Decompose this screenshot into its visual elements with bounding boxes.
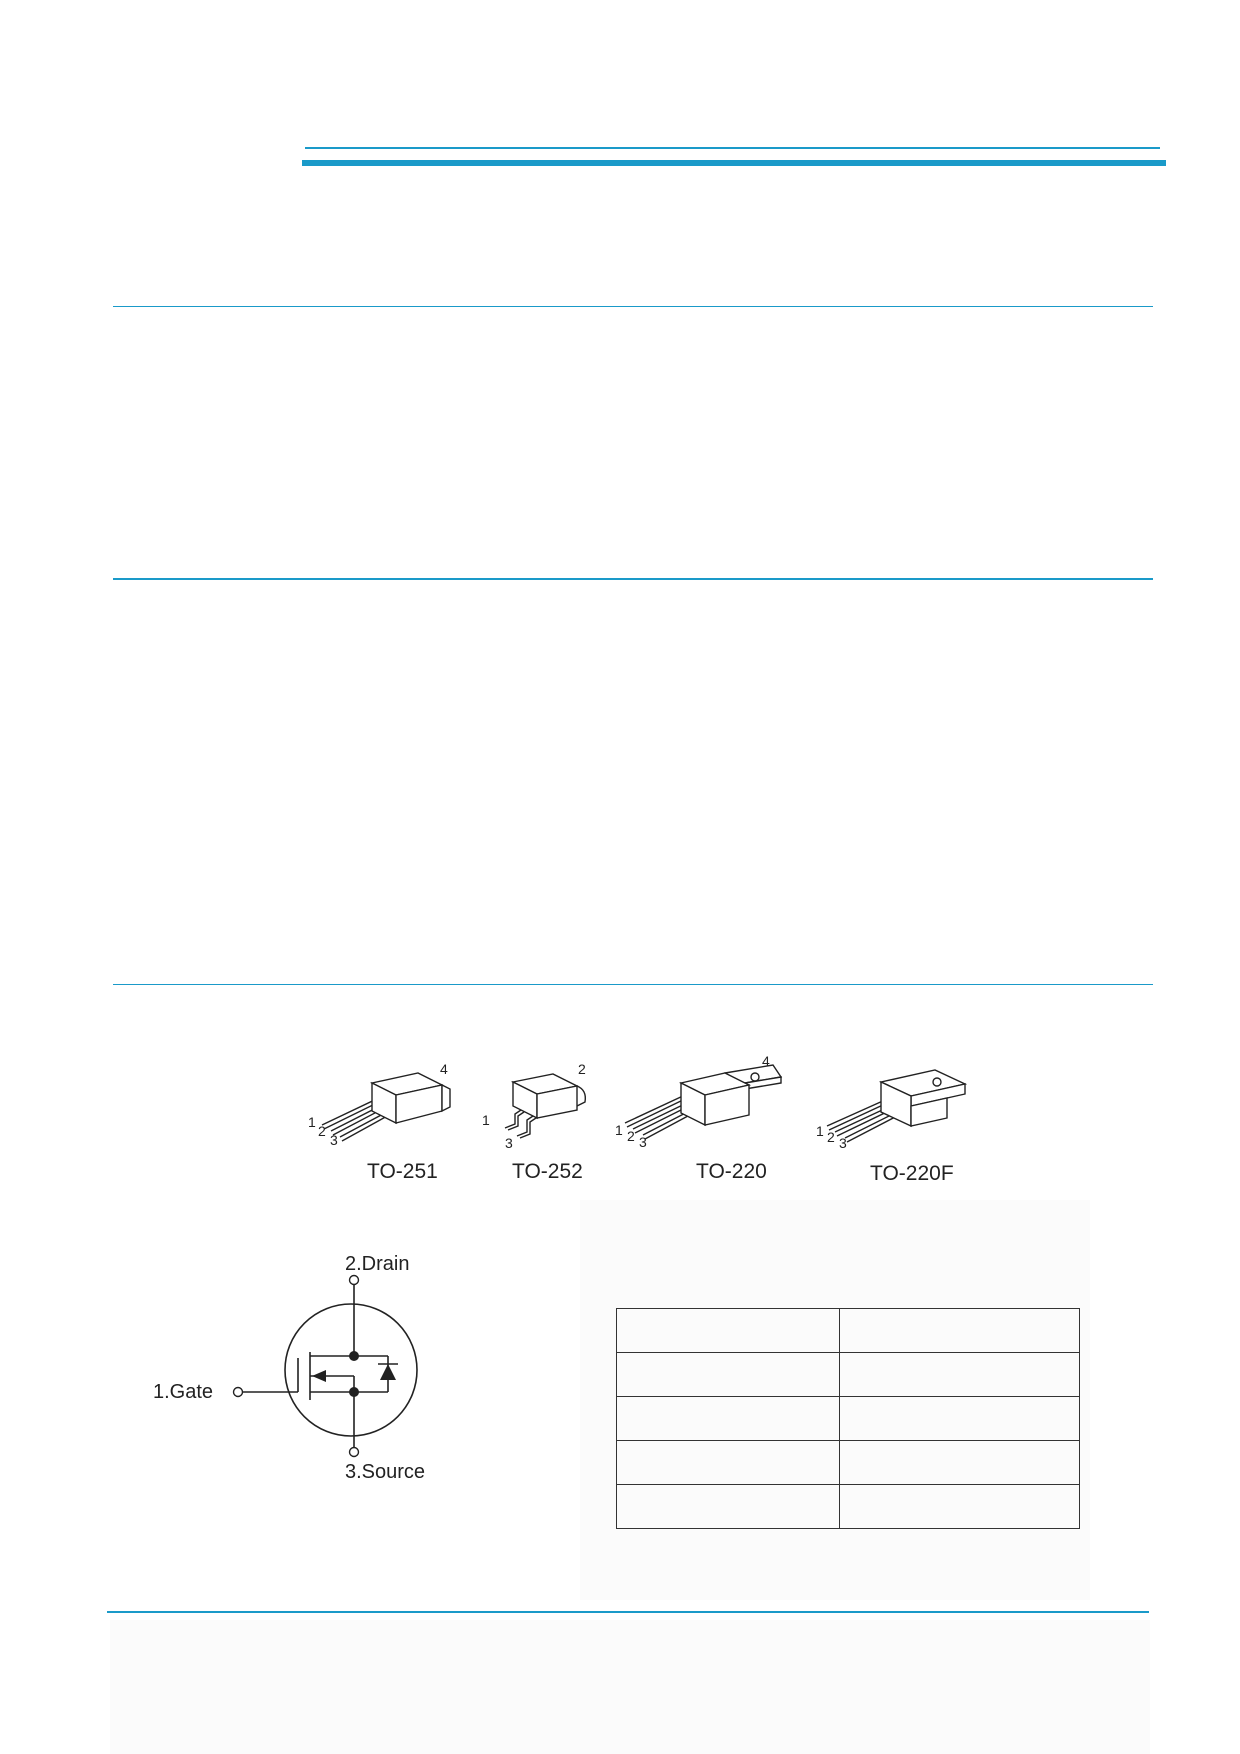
table-cell xyxy=(840,1309,1080,1353)
to252-pin-2: 2 xyxy=(578,1061,586,1077)
drain-label: 2.Drain xyxy=(345,1253,410,1275)
table-row xyxy=(617,1309,1080,1353)
section-divider xyxy=(113,984,1153,985)
gate-label: 1.Gate xyxy=(153,1381,214,1403)
table-cell xyxy=(840,1353,1080,1397)
table-cell xyxy=(617,1397,840,1441)
to220-drawing xyxy=(615,1055,795,1155)
to220-pin-1: 1 xyxy=(615,1122,623,1138)
package-label-to252: TO-252 xyxy=(512,1160,583,1183)
section-divider xyxy=(113,578,1153,580)
table-row xyxy=(617,1397,1080,1441)
package-to220 xyxy=(615,1055,795,1155)
to220f-pin-1: 1 xyxy=(816,1123,824,1139)
to251-pin-4: 4 xyxy=(440,1061,448,1077)
table-cell xyxy=(840,1485,1080,1529)
table-cell xyxy=(617,1441,840,1485)
header-rule-thin xyxy=(305,147,1160,149)
to220f-drawing xyxy=(815,1060,985,1160)
to251-drawing xyxy=(300,1055,470,1155)
mosfet-symbol-drawing xyxy=(220,1270,450,1470)
package-label-to220f: TO-220F xyxy=(870,1162,954,1185)
table-row xyxy=(617,1353,1080,1397)
table-cell xyxy=(617,1309,840,1353)
header-rule-thick xyxy=(302,160,1166,166)
to251-pin-1: 1 xyxy=(308,1114,316,1130)
to220-pin-3: 3 xyxy=(639,1134,647,1150)
mosfet-symbol xyxy=(220,1270,450,1470)
to252-pin-3: 3 xyxy=(505,1135,513,1151)
scan-panel xyxy=(110,1620,1150,1754)
to251-pin-3: 3 xyxy=(330,1132,338,1148)
source-label: 3.Source xyxy=(345,1461,426,1483)
section-divider xyxy=(113,306,1153,307)
to220-pin-2: 2 xyxy=(627,1128,635,1144)
to252-drawing xyxy=(475,1058,605,1158)
package-to251 xyxy=(300,1055,470,1155)
to252-pin-1: 1 xyxy=(482,1112,490,1128)
to220-pin-4: 4 xyxy=(762,1055,770,1069)
table-cell xyxy=(617,1353,840,1397)
footer-rule xyxy=(107,1611,1149,1613)
package-label-to220: TO-220 xyxy=(696,1160,767,1183)
pin-table xyxy=(616,1308,1080,1529)
to251-pin-2: 2 xyxy=(318,1123,326,1139)
to220f-pin-2: 2 xyxy=(827,1129,835,1145)
package-to220f xyxy=(815,1060,985,1160)
table-cell xyxy=(840,1441,1080,1485)
package-label-to251: TO-251 xyxy=(367,1160,438,1183)
to220f-pin-3: 3 xyxy=(839,1135,847,1151)
table-cell xyxy=(840,1397,1080,1441)
table-row xyxy=(617,1441,1080,1485)
package-to252 xyxy=(475,1058,605,1158)
table-cell xyxy=(617,1485,840,1529)
table-row xyxy=(617,1485,1080,1529)
